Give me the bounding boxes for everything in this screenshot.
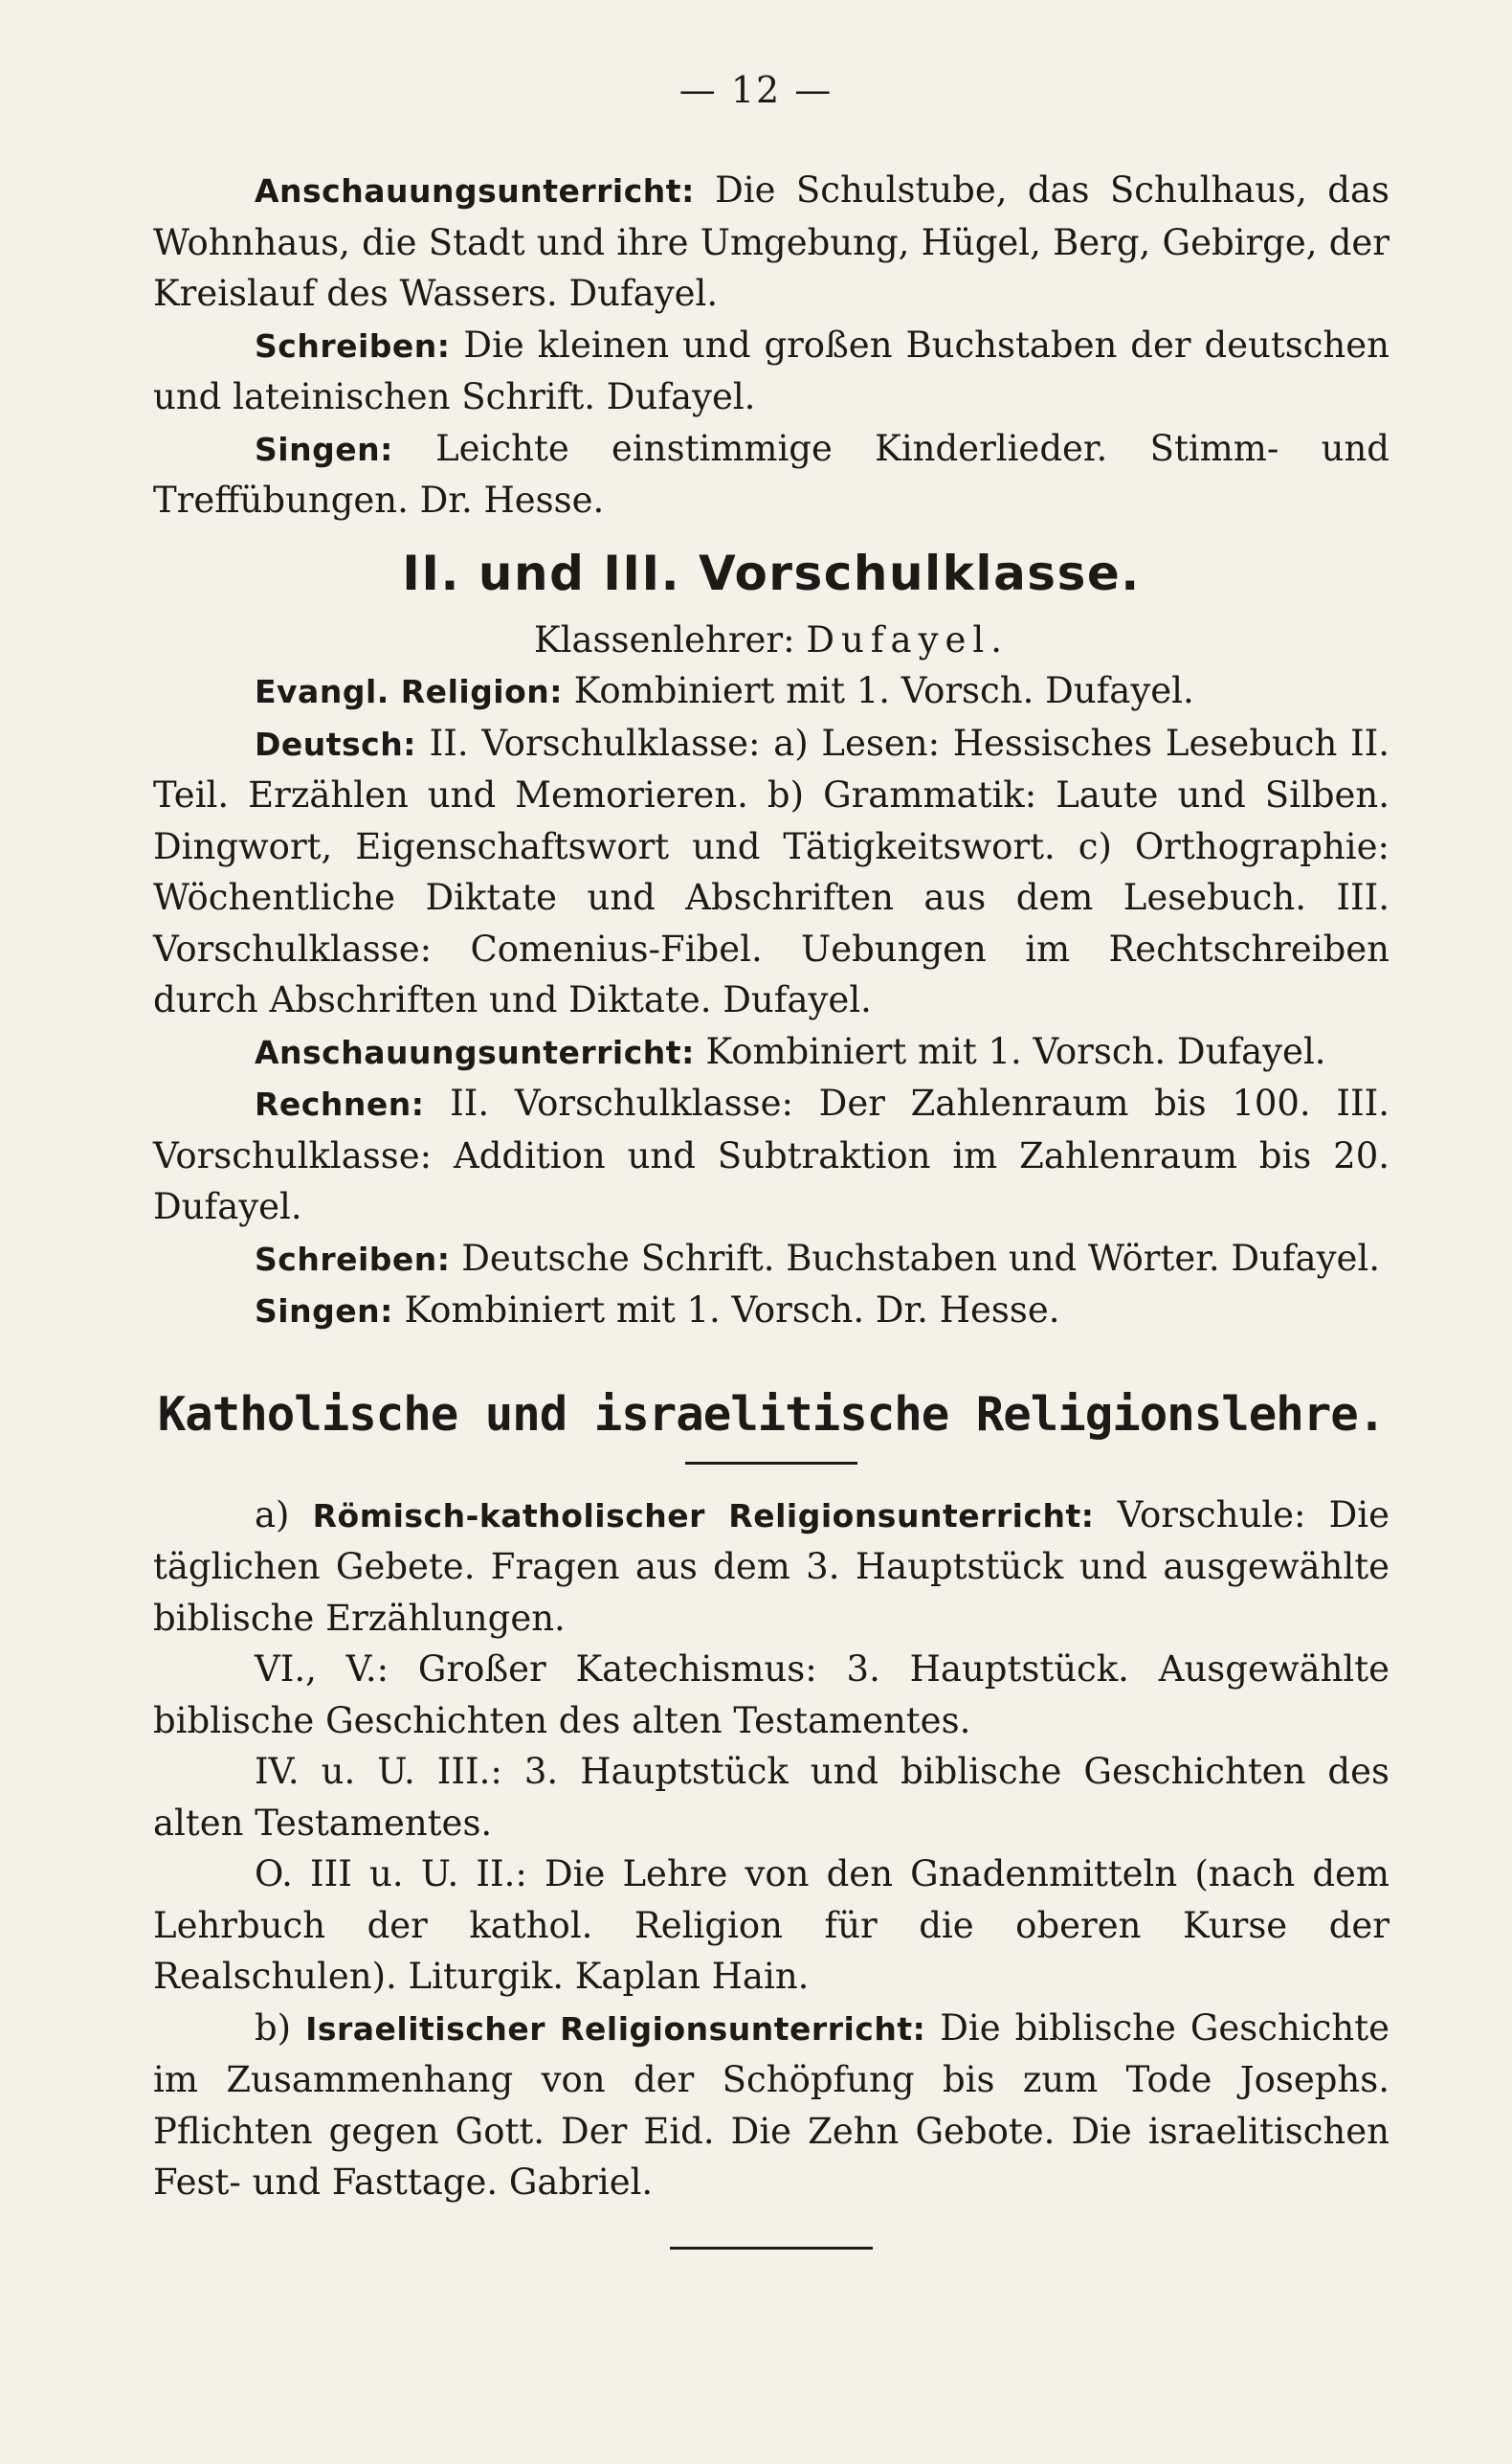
paragraph-katholisch (153, 1490, 1390, 1645)
class-teacher (153, 615, 1390, 666)
page-content (153, 165, 1390, 2250)
section-heading-religionslehre: Katholische und israelitische Religionslehre. (157, 1386, 1386, 1442)
subject-label: Deutsch: (255, 725, 416, 763)
paragraph-singen (153, 423, 1390, 526)
subject-text: Leichte einstimmige Kinderlieder. Stimm- und Treffübungen. Dr. Hesse. (153, 427, 1390, 521)
page-number: — 12 — (678, 69, 834, 111)
subject-label: Evangl. Religion: (255, 673, 563, 710)
subject-label: Israelitischer Religionsunterricht: (305, 2009, 926, 2048)
paragraph-katholisch-iv-uiii: IV. u. U. III.: 3. Hauptstück und biblische Geschichten des alten Testamentes. (153, 1751, 1390, 1844)
section-heading-vorschulklasse: II. und III. Vorschulklasse. (402, 545, 1141, 601)
paragraph-israelitisch (153, 2003, 1390, 2208)
subject-text: Kombiniert mit 1. Vorsch. Dr. Hesse. (404, 1289, 1060, 1331)
paragraph-singen-2 (153, 1285, 1390, 1337)
paragraph-anschauungsunterricht-2 (153, 1026, 1390, 1079)
subject-label: Singen: (255, 1292, 393, 1330)
subject-text: Die kleinen und großen Buchstaben der deutschen und lateinischen Schrift. Dufayel. (153, 324, 1390, 417)
subject-label: Singen: (255, 430, 393, 468)
paragraph-deutsch (153, 718, 1390, 1026)
list-marker: b) (255, 2006, 292, 2049)
subject-text: Deutsche Schrift. Buchstaben und Wörter. Dufayel. (461, 1237, 1381, 1279)
section-divider (685, 1462, 857, 1465)
paragraph-rechnen (153, 1078, 1390, 1233)
subject-text: II. Vorschulklasse: Der Zahlenraum bis 100. III. Vorschulklasse: Addition und Subtraktion im Zahlenraum bis 20. Dufayel. (153, 1083, 1390, 1227)
paragraph-katholisch-oiii-uii: O. III u. U. II.: Die Lehre von den Gnadenmitteln (nach dem Lehrbuch der kathol. Religion für die oberen Kurse der Realschulen). Liturgik. Kaplan Hain. (153, 1853, 1390, 1997)
subject-text: Die Schulstube, das Schulhaus, das Wohnhaus, die Stadt und ihre Umgebung, Hügel, Berg, Gebirge, der Kreislauf des Wassers. Dufayel. (153, 169, 1390, 314)
paragraph-katholisch-vi-v: VI., V.: Großer Katechismus: 3. Hauptstück. Ausgewählte biblische Geschichten des alten Testamentes. (153, 1648, 1390, 1741)
subject-label: Anschauungsunterricht: (255, 1033, 695, 1071)
paragraph-schreiben-2 (153, 1233, 1390, 1286)
subject-label: Römisch-katholischer Religionsunterricht: (312, 1496, 1095, 1534)
paragraph-anschauungsunterricht (153, 165, 1390, 320)
class-teacher-name: Dufayel. (806, 618, 1009, 661)
subject-text: Die biblische Geschichte im Zusammenhang von der Schöpfung bis zum Tode Josephs. Pflichten gegen Gott. Der Eid. Die Zehn Gebote. Die israelitischen Fest- und Fasttage. Gabriel. (153, 2006, 1390, 2203)
paragraph-schreiben (153, 320, 1390, 423)
subject-text: Kombiniert mit 1. Vorsch. Dufayel. (705, 1030, 1326, 1072)
subject-text: Vorschule: Die täglichen Gebete. Fragen aus dem 3. Hauptstück und ausgewählte biblische Erzählungen. (153, 1493, 1390, 1639)
subject-label: Schreiben: (255, 326, 451, 365)
paragraph-religion (153, 665, 1390, 718)
subject-text: II. Vorschulklasse: a) Lesen: Hessisches Lesebuch II. Teil. Erzählen und Memorieren. b) Grammatik: Laute und Silben. Dingwort, Eigenschaftswort und Tätigkeitswort. c) Orthographie: Wöchentliche Diktate und Abschriften aus dem Lesebuch. III. Vorschulklasse: Comenius-Fibel. Uebungen im Rechtschreiben durch Abschriften und Diktate. Dufayel. (153, 722, 1390, 1020)
subject-text: Kombiniert mit 1. Vorsch. Dufayel. (573, 670, 1194, 711)
subject-label: Rechnen: (255, 1086, 425, 1123)
subject-label: Schreiben: (255, 1240, 451, 1278)
class-teacher-label: Klassenlehrer: (534, 618, 795, 661)
subject-label: Anschauungsunterricht: (255, 172, 695, 210)
end-divider (670, 2247, 873, 2250)
list-marker: a) (255, 1493, 290, 1535)
